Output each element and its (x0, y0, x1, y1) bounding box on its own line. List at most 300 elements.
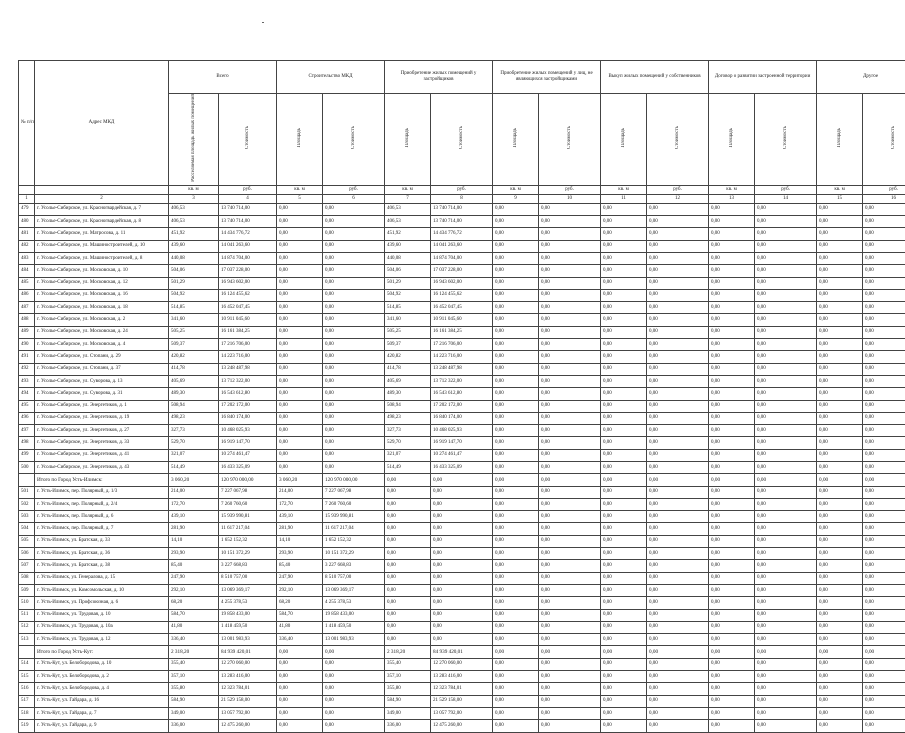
row-number (19, 646, 35, 658)
row-value: 13 248 487,98 (219, 363, 277, 375)
row-value: 0,00 (539, 228, 601, 240)
unit-label: кв. м (709, 185, 755, 194)
row-value: 0,00 (817, 523, 863, 535)
row-address: г. Усолье-Сибирское, ул. Стопани, д. 37 (35, 363, 169, 375)
row-value: 514,49 (169, 461, 219, 473)
row-value: 0,00 (539, 584, 601, 596)
row-value: 0,00 (647, 363, 709, 375)
row-value: 15 939 990,81 (219, 511, 277, 523)
row-value: 0,00 (385, 597, 431, 609)
row-value: 16 943 602,00 (219, 277, 277, 289)
row-value: 0,00 (647, 511, 709, 523)
row-value: 321,07 (169, 449, 219, 461)
row-value: 0,00 (277, 707, 323, 719)
row-value: 0,00 (539, 449, 601, 461)
row-value: 0,00 (709, 486, 755, 498)
row-value: 0,00 (709, 265, 755, 277)
row-value: 0,00 (601, 326, 647, 338)
row-value: 0,00 (863, 302, 905, 314)
row-value: 0,00 (817, 388, 863, 400)
row-value: 341,60 (385, 314, 431, 326)
row-value: 0,00 (863, 572, 905, 584)
row-value: 0,00 (601, 351, 647, 363)
row-value: 247,90 (169, 572, 219, 584)
row-value: 0,00 (601, 240, 647, 252)
row-value: 0,00 (323, 412, 385, 424)
row-value: 0,00 (431, 634, 493, 646)
row-value: 0,00 (755, 720, 817, 732)
row-value: 0,00 (601, 461, 647, 473)
row-address: г. Усть-Илимск, ул. Трудовая, д. 10а (35, 621, 169, 633)
row-value: 68,20 (277, 597, 323, 609)
row-value: 12 323 784,01 (431, 683, 493, 695)
row-value: 0,00 (863, 658, 905, 670)
row-value: 3 227 668,83 (323, 560, 385, 572)
row-value: 0,00 (539, 560, 601, 572)
row-value: 17 202 172,00 (431, 400, 493, 412)
table-row (19, 584, 905, 596)
row-value: 10 274 461,47 (219, 449, 277, 461)
row-value: 14 874 704,00 (431, 252, 493, 264)
row-value: 0,00 (493, 240, 539, 252)
row-value: 0,00 (601, 671, 647, 683)
unit-label: кв. м (277, 185, 323, 194)
row-address: г. Усолье-Сибирское, ул. Машиностроителей, д. 8 (35, 252, 169, 264)
row-value: 0,00 (817, 695, 863, 707)
row-value: 0,00 (755, 548, 817, 560)
table-row (19, 498, 905, 510)
row-value: 0,00 (493, 572, 539, 584)
row-value: 0,00 (601, 498, 647, 510)
row-value: 0,00 (323, 683, 385, 695)
row-number: 482 (19, 240, 35, 252)
row-value: 414,78 (169, 363, 219, 375)
row-value: 0,00 (539, 474, 601, 486)
column-number: 13 (709, 194, 755, 203)
row-value: 0,00 (277, 277, 323, 289)
row-value: 0,00 (539, 363, 601, 375)
row-address: г. Усть-Кут, ул. Белобородова, д. 2 (35, 671, 169, 683)
row-value: 0,00 (601, 584, 647, 596)
row-value: 0,00 (709, 203, 755, 215)
row-value: 10 274 461,47 (431, 449, 493, 461)
row-value: 0,00 (755, 474, 817, 486)
row-value: 0,00 (493, 228, 539, 240)
row-value: 349,00 (169, 707, 219, 719)
row-number: 486 (19, 289, 35, 301)
row-value: 0,00 (755, 498, 817, 510)
header-sub: Стоимость (219, 94, 277, 186)
table-row (19, 203, 905, 215)
row-value: 0,00 (431, 535, 493, 547)
row-value: 529,70 (385, 437, 431, 449)
row-value: 0,00 (647, 658, 709, 670)
row-value: 0,00 (493, 425, 539, 437)
row-address: г. Усолье-Сибирское, ул. Красногвардейская, д. 8 (35, 216, 169, 228)
row-value: 0,00 (277, 228, 323, 240)
row-value: 0,00 (709, 425, 755, 437)
header-sub: Расселяемая площадь жилых помещений (169, 94, 219, 186)
row-value: 0,00 (601, 314, 647, 326)
column-number: 7 (385, 194, 431, 203)
row-value: 0,00 (493, 671, 539, 683)
row-value: 0,00 (539, 498, 601, 510)
row-number: 504 (19, 523, 35, 535)
row-value: 14 223 716,00 (219, 351, 277, 363)
row-value: 0,00 (647, 412, 709, 424)
row-address: г. Усть-Кут, ул. Белобородова, д. 10 (35, 658, 169, 670)
row-value: 0,00 (817, 498, 863, 510)
row-value: 0,00 (755, 289, 817, 301)
row-value: 0,00 (601, 289, 647, 301)
row-value: 0,00 (709, 511, 755, 523)
row-value: 13 740 714,00 (431, 203, 493, 215)
row-value: 406,53 (385, 203, 431, 215)
row-value: 0,00 (493, 265, 539, 277)
table-row (19, 560, 905, 572)
row-value: 0,00 (755, 486, 817, 498)
row-value: 0,00 (755, 437, 817, 449)
row-value: 15 939 990,81 (323, 511, 385, 523)
subtotal-row (19, 646, 905, 658)
row-value: 0,00 (493, 511, 539, 523)
row-value: 0,00 (755, 449, 817, 461)
row-value: 336,00 (385, 720, 431, 732)
row-value: 0,00 (601, 621, 647, 633)
row-value: 0,00 (755, 695, 817, 707)
row-address: г. Усть-Кут, ул. Гайдара, д. 9 (35, 720, 169, 732)
header-sub: Стоимость (863, 94, 905, 186)
row-value: 498,23 (169, 412, 219, 424)
row-number: 493 (19, 375, 35, 387)
row-value: 14 434 776,72 (431, 228, 493, 240)
row-value: 0,00 (755, 302, 817, 314)
row-value: 0,00 (601, 695, 647, 707)
row-value: 584,90 (385, 695, 431, 707)
row-value: 0,00 (709, 634, 755, 646)
row-value: 0,00 (323, 277, 385, 289)
row-value: 355,40 (169, 658, 219, 670)
row-value: 0,00 (755, 609, 817, 621)
row-value: 0,00 (709, 658, 755, 670)
row-address: г. Усть-Илимск, ул. Трудовая, д. 10 (35, 609, 169, 621)
row-address: г. Усолье-Сибирское, ул. Машиностроителей, д. 10 (35, 240, 169, 252)
row-value: 0,00 (755, 461, 817, 473)
row-value: 0,00 (817, 671, 863, 683)
row-value: 293,90 (277, 548, 323, 560)
row-number: 485 (19, 277, 35, 289)
table-row (19, 351, 905, 363)
row-value: 10 151 372,29 (219, 548, 277, 560)
row-value: 0,00 (863, 449, 905, 461)
row-value: 0,00 (647, 707, 709, 719)
row-value: 0,00 (647, 646, 709, 658)
row-value: 0,00 (863, 314, 905, 326)
row-value: 0,00 (277, 252, 323, 264)
row-address: г. Усолье-Сибирское, ул. Московская, д. 24 (35, 326, 169, 338)
row-value: 508,94 (385, 400, 431, 412)
row-value: 0,00 (385, 523, 431, 535)
row-address: г. Усолье-Сибирское, ул. Стопани, д. 29 (35, 351, 169, 363)
row-value: 0,00 (863, 326, 905, 338)
row-value: 0,00 (539, 388, 601, 400)
row-value: 7 227 067,98 (219, 486, 277, 498)
row-value: 16 124 455,62 (219, 289, 277, 301)
row-value: 0,00 (323, 326, 385, 338)
row-value: 84 939 420,01 (219, 646, 277, 658)
row-value: 0,00 (755, 240, 817, 252)
row-value: 0,00 (709, 326, 755, 338)
row-address: г. Усть-Илимск, пер. Полярный, д. 7 (35, 523, 169, 535)
row-value: 0,00 (493, 216, 539, 228)
row-value: 0,00 (817, 486, 863, 498)
row-value: 0,00 (385, 548, 431, 560)
row-address: г. Усолье-Сибирское, ул. Московская, д. 18 (35, 302, 169, 314)
row-number: 519 (19, 720, 35, 732)
row-value: 0,00 (709, 228, 755, 240)
table-row (19, 412, 905, 424)
table-row (19, 683, 905, 695)
row-value: 0,00 (601, 203, 647, 215)
row-value: 0,00 (277, 302, 323, 314)
row-value: 0,00 (817, 634, 863, 646)
row-value: 0,00 (755, 597, 817, 609)
row-value: 0,00 (431, 548, 493, 560)
row-value: 0,00 (647, 720, 709, 732)
row-value: 0,00 (817, 572, 863, 584)
row-value: 0,00 (709, 683, 755, 695)
row-value: 0,00 (601, 437, 647, 449)
row-value: 0,00 (863, 720, 905, 732)
row-value: 10 468 025,93 (431, 425, 493, 437)
row-value: 420,82 (169, 351, 219, 363)
row-value: 0,00 (817, 363, 863, 375)
row-value: 451,92 (385, 228, 431, 240)
row-value: 0,00 (817, 437, 863, 449)
row-value: 0,00 (431, 523, 493, 535)
header-group-total: Всего (169, 61, 277, 94)
table-row (19, 449, 905, 461)
row-value: 355,80 (385, 683, 431, 695)
row-value: 0,00 (539, 252, 601, 264)
row-number: 499 (19, 449, 35, 461)
row-value: 341,60 (169, 314, 219, 326)
unit-label: руб. (755, 185, 817, 194)
table-row (19, 671, 905, 683)
table-row (19, 240, 905, 252)
row-address: г. Усть-Илимск, ул. Генералова, д. 15 (35, 572, 169, 584)
row-value: 406,53 (385, 216, 431, 228)
table-row (19, 695, 905, 707)
row-value: 17 037 228,00 (219, 265, 277, 277)
table-row (19, 437, 905, 449)
row-value: 0,00 (709, 339, 755, 351)
row-value: 327,73 (169, 425, 219, 437)
row-number: 480 (19, 216, 35, 228)
row-value: 0,00 (817, 277, 863, 289)
row-value: 0,00 (539, 511, 601, 523)
row-value: 0,00 (647, 400, 709, 412)
row-address: г. Усть-Илимск, ул. Профсоюзная, д. 6 (35, 597, 169, 609)
row-value: 4 255 378,53 (219, 597, 277, 609)
row-number: 494 (19, 388, 35, 400)
row-number: 513 (19, 634, 35, 646)
row-value: 13 740 714,00 (431, 216, 493, 228)
row-value: 0,00 (277, 339, 323, 351)
row-value: 13 001 983,93 (323, 634, 385, 646)
row-value: 13 057 792,00 (219, 707, 277, 719)
row-value: 0,00 (323, 240, 385, 252)
row-value: 0,00 (539, 265, 601, 277)
row-value: 0,00 (323, 302, 385, 314)
row-value: 0,00 (323, 646, 385, 658)
unit-label: кв. м (169, 185, 219, 194)
table-row (19, 314, 905, 326)
row-value: 1 652 152,32 (219, 535, 277, 547)
table-row (19, 707, 905, 719)
row-value: 0,00 (601, 339, 647, 351)
column-number: 8 (431, 194, 493, 203)
row-value: 0,00 (539, 695, 601, 707)
row-value: 0,00 (323, 228, 385, 240)
row-value: 0,00 (539, 375, 601, 387)
column-number: 11 (601, 194, 647, 203)
row-value: 0,00 (601, 265, 647, 277)
row-value: 0,00 (431, 498, 493, 510)
unit-label: руб. (323, 185, 385, 194)
row-value: 0,00 (431, 621, 493, 633)
row-value: 0,00 (493, 683, 539, 695)
row-value: 0,00 (863, 425, 905, 437)
row-value: 0,00 (539, 400, 601, 412)
row-value: 0,00 (539, 289, 601, 301)
row-address: г. Усть-Илимск, пер. Полярный, д. 2/4 (35, 498, 169, 510)
row-value: 0,00 (755, 400, 817, 412)
row-value: 514,85 (385, 302, 431, 314)
row-value: 0,00 (863, 277, 905, 289)
row-value: 0,00 (863, 461, 905, 473)
row-value: 0,00 (863, 695, 905, 707)
table-row (19, 658, 905, 670)
row-value: 0,00 (817, 621, 863, 633)
row-value: 0,00 (755, 265, 817, 277)
row-value: 0,00 (863, 437, 905, 449)
row-value: 0,00 (385, 486, 431, 498)
row-value: 0,00 (817, 216, 863, 228)
row-value: 0,00 (323, 339, 385, 351)
row-value: 0,00 (323, 265, 385, 277)
row-value: 0,00 (493, 461, 539, 473)
row-value: 0,00 (709, 535, 755, 547)
row-address: г. Усть-Кут, ул. Белобородова, д. 4 (35, 683, 169, 695)
row-value: 0,00 (863, 707, 905, 719)
row-value: 2 318,20 (169, 646, 219, 658)
row-value: 0,00 (539, 535, 601, 547)
row-value: 0,00 (755, 252, 817, 264)
row-value: 0,00 (755, 523, 817, 535)
row-value: 0,00 (539, 314, 601, 326)
row-value: 0,00 (755, 351, 817, 363)
table-row (19, 302, 905, 314)
row-value: 0,00 (709, 695, 755, 707)
row-value: 16 452 047,45 (219, 302, 277, 314)
row-value: 0,00 (323, 314, 385, 326)
row-address: г. Усть-Илимск, пер. Полярный, д. 6 (35, 511, 169, 523)
row-address: г. Усолье-Сибирское, ул. Энергетиков, д. 43 (35, 461, 169, 473)
row-value: 0,00 (709, 314, 755, 326)
row-value: 505,25 (385, 326, 431, 338)
row-value: 0,00 (539, 302, 601, 314)
scan-mark (262, 22, 264, 23)
row-value: 0,00 (863, 412, 905, 424)
row-value: 0,00 (817, 658, 863, 670)
row-value: 0,00 (817, 511, 863, 523)
row-value: 0,00 (493, 314, 539, 326)
header-group-territory: Договор о развитии застроенной территории (709, 61, 817, 94)
row-value: 10 911 045,60 (219, 314, 277, 326)
row-value: 0,00 (601, 228, 647, 240)
table-row (19, 523, 905, 535)
row-value: 439,10 (169, 511, 219, 523)
row-value: 405,69 (169, 375, 219, 387)
row-value: 0,00 (601, 535, 647, 547)
row-value: 0,00 (863, 498, 905, 510)
row-value: 0,00 (493, 363, 539, 375)
row-value: 0,00 (277, 203, 323, 215)
table-row (19, 572, 905, 584)
row-number: 508 (19, 572, 35, 584)
row-value: 17 216 706,00 (431, 339, 493, 351)
row-address: г. Усолье-Сибирское, ул. Энергетиков, д. 1 (35, 400, 169, 412)
row-value: 0,00 (323, 203, 385, 215)
row-value: 0,00 (863, 535, 905, 547)
row-value: 0,00 (385, 572, 431, 584)
row-value: 0,00 (709, 621, 755, 633)
row-value: 0,00 (539, 621, 601, 633)
row-number: 481 (19, 228, 35, 240)
row-value: 16 840 174,00 (431, 412, 493, 424)
row-address: г. Усть-Кут, ул. Гайдара, д. 7 (35, 707, 169, 719)
header-sub: Площадь (277, 94, 323, 186)
unit-label: руб. (431, 185, 493, 194)
row-number: 479 (19, 203, 35, 215)
row-value: 0,00 (817, 400, 863, 412)
row-value: 0,00 (647, 240, 709, 252)
row-value: 0,00 (863, 363, 905, 375)
row-value: 0,00 (601, 425, 647, 437)
row-value: 13 283 416,00 (431, 671, 493, 683)
row-value: 0,00 (755, 511, 817, 523)
row-value: 0,00 (539, 216, 601, 228)
row-value: 0,00 (755, 314, 817, 326)
row-value: 0,00 (647, 339, 709, 351)
row-value: 0,00 (323, 720, 385, 732)
row-value: 0,00 (539, 548, 601, 560)
row-value: 4 255 378,53 (323, 597, 385, 609)
row-value: 0,00 (539, 326, 601, 338)
row-value: 84 939 420,01 (431, 646, 493, 658)
row-value: 0,00 (647, 461, 709, 473)
row-value: 0,00 (385, 511, 431, 523)
table-row (19, 621, 905, 633)
row-value: 0,00 (493, 486, 539, 498)
row-value: 0,00 (539, 658, 601, 670)
row-value: 355,40 (385, 658, 431, 670)
column-number: 1 (19, 194, 35, 203)
row-value: 0,00 (863, 265, 905, 277)
row-value: 0,00 (817, 228, 863, 240)
resettlement-table (18, 60, 905, 733)
